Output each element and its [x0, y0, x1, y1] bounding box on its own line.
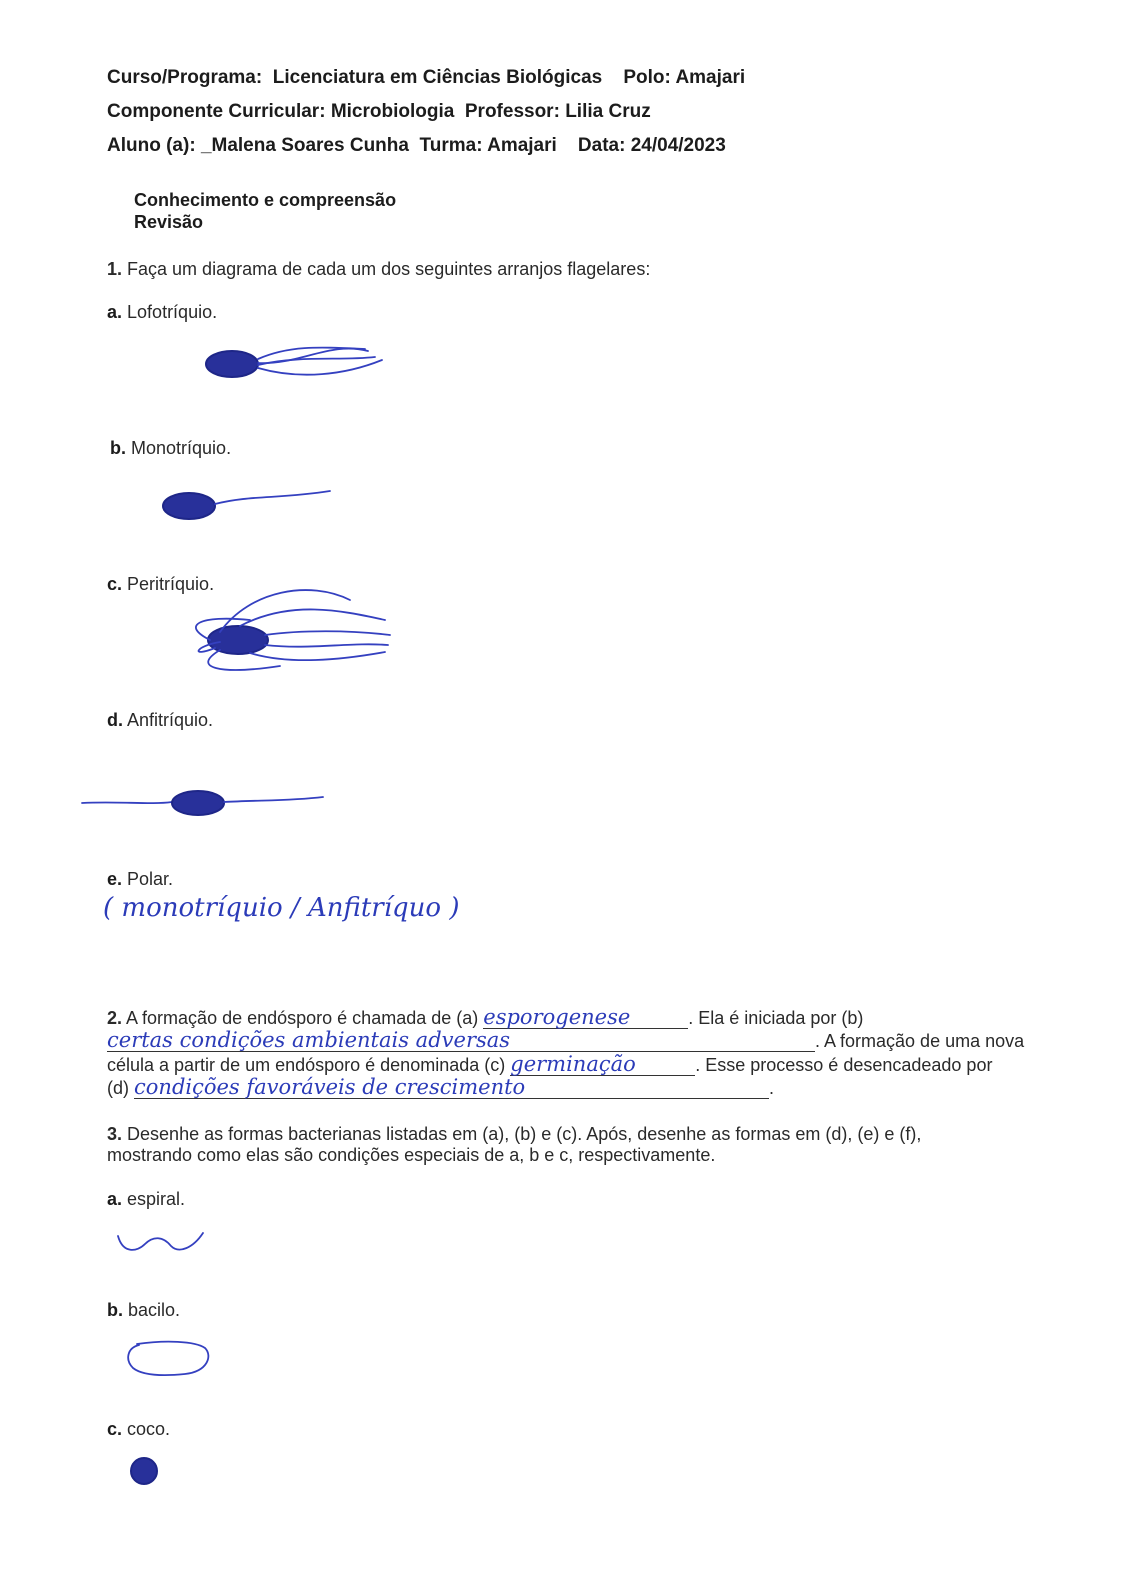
- professor-value: Lilia Cruz: [565, 101, 651, 122]
- q2-line-3: [107, 1054, 992, 1076]
- q1-item-e-letter: e.: [107, 869, 123, 889]
- q3-item-c-letter: c.: [107, 1419, 123, 1439]
- q3-item-a: [107, 1189, 185, 1210]
- header-line-3: [107, 135, 726, 157]
- q1-text: Faça um diagrama de cada um dos seguintes arranjos flagelares:: [127, 259, 651, 279]
- q3-text-line2: mostrando como elas são condições especiais de a, b e c, respectivamente.: [107, 1145, 716, 1165]
- q1-item-e-label: Polar.: [127, 869, 174, 889]
- curso-value: Licenciatura em Ciências Biológicas: [272, 67, 603, 88]
- flagellum: [224, 797, 323, 802]
- flagellum: [265, 644, 388, 646]
- turma-value: Amajari: [487, 135, 557, 156]
- bacterium-cell: [208, 626, 268, 654]
- q1-item-c-letter: c.: [107, 574, 123, 594]
- q2-answer-a: esporogenese: [483, 1005, 631, 1029]
- curso-label: Curso/Programa:: [107, 67, 263, 88]
- flagellum: [265, 631, 390, 635]
- q2-part6: (d): [107, 1078, 129, 1098]
- q1-item-b: [110, 438, 231, 459]
- q3-item-a-label: espiral.: [127, 1189, 186, 1209]
- q3-text-line1: Desenhe as formas bacterianas listadas em (a), (b) e (c). Após, desenhe as formas em (d), (e) e (f),: [127, 1124, 922, 1144]
- q1-item-e: [107, 869, 173, 890]
- data-label: Data:: [577, 135, 626, 156]
- q1-item-d-label: Anfitríquio.: [127, 710, 214, 730]
- componente-value: Microbiologia: [330, 101, 455, 122]
- flagellum: [250, 652, 385, 660]
- q3-number: 3.: [107, 1124, 123, 1144]
- q1-item-b-label: Monotríquio.: [131, 438, 232, 458]
- q1-item-a-letter: a.: [107, 302, 123, 322]
- q2-answer-b: certas condições ambientais adversas: [107, 1028, 511, 1052]
- q2-number: 2.: [107, 1008, 123, 1028]
- q2-part1: A formação de endósporo é chamada de (a): [126, 1008, 479, 1028]
- q3-line-2: [107, 1145, 715, 1166]
- q2-line-1: [107, 1007, 863, 1029]
- flagellum: [258, 357, 375, 365]
- q1-item-c-label: Peritríquio.: [127, 574, 215, 594]
- bacillus-shape: [128, 1342, 208, 1375]
- q2-line-2: [107, 1030, 1024, 1052]
- componente-label: Componente Curricular:: [107, 101, 326, 122]
- peritrichous-drawing: [180, 580, 400, 680]
- bacterium-cell: [172, 791, 224, 815]
- q2-part2: . Ela é iniciada por (b): [688, 1008, 864, 1028]
- data-value: 24/04/2023: [630, 135, 726, 156]
- q2-line-4: [107, 1077, 774, 1099]
- monotrichous-drawing: [160, 485, 340, 525]
- q2-part7: .: [769, 1078, 775, 1098]
- flagellum: [82, 802, 172, 803]
- lophotrichous-drawing: [200, 335, 400, 385]
- polo-value: Amajari: [675, 67, 746, 88]
- q1-item-a-label: Lofotríquio.: [127, 302, 218, 322]
- q3-line-1: [107, 1124, 921, 1145]
- coccus-shape: [131, 1458, 157, 1484]
- q1-item-b-letter: b.: [110, 438, 126, 458]
- q2-answer-b-blank: [107, 1030, 815, 1052]
- q2-answer-d: condições favoráveis de crescimento: [134, 1075, 526, 1099]
- polo-label: Polo:: [623, 67, 671, 88]
- q2-answer-c-blank: [510, 1054, 695, 1076]
- section-title: Conhecimento e compreensão: [134, 190, 397, 210]
- q3-item-a-letter: a.: [107, 1189, 123, 1209]
- flagellum: [240, 609, 385, 626]
- turma-label: Turma:: [419, 135, 483, 156]
- aluno-label: Aluno (a):: [107, 135, 196, 156]
- professor-label: Professor:: [464, 101, 560, 122]
- amphitrichous-drawing: [80, 785, 330, 825]
- q2-part5: . Esse processo é desencadeado por: [695, 1055, 993, 1075]
- q1-prompt: [107, 259, 650, 280]
- spiral-shape: [118, 1233, 203, 1250]
- q1-item-d: [107, 710, 213, 731]
- coccus-drawing: [128, 1455, 162, 1489]
- spiral-drawing: [115, 1228, 210, 1258]
- q3-item-b-label: bacilo.: [128, 1300, 181, 1320]
- header-line-1: [107, 67, 745, 89]
- bacterium-cell: [163, 493, 215, 519]
- q2-part3: . A formação de uma nova: [815, 1031, 1025, 1051]
- bacterium-cell: [206, 351, 258, 377]
- q1-number: 1.: [107, 259, 123, 279]
- q1-answer-e: ( monotríquio / Anfitríquo ): [103, 893, 460, 923]
- q3-item-c: [107, 1419, 170, 1440]
- q3-item-c-label: coco.: [127, 1419, 171, 1439]
- q3-item-b-letter: b.: [107, 1300, 123, 1320]
- bacillus-drawing: [125, 1338, 220, 1383]
- q2-part4: célula a partir de um endósporo é denominada (c): [107, 1055, 506, 1075]
- header-line-2: [107, 101, 651, 123]
- q2-answer-a-blank: [483, 1007, 688, 1029]
- q2-answer-d-blank: [134, 1077, 769, 1099]
- aluno-value: _Malena Soares Cunha: [200, 135, 409, 156]
- flagellum: [215, 491, 330, 504]
- q1-item-a: [107, 302, 217, 323]
- q3-item-b: [107, 1300, 180, 1321]
- section-subtitle: Revisão: [134, 212, 204, 232]
- q1-item-d-letter: d.: [107, 710, 123, 730]
- q2-answer-c: germinação: [510, 1052, 636, 1076]
